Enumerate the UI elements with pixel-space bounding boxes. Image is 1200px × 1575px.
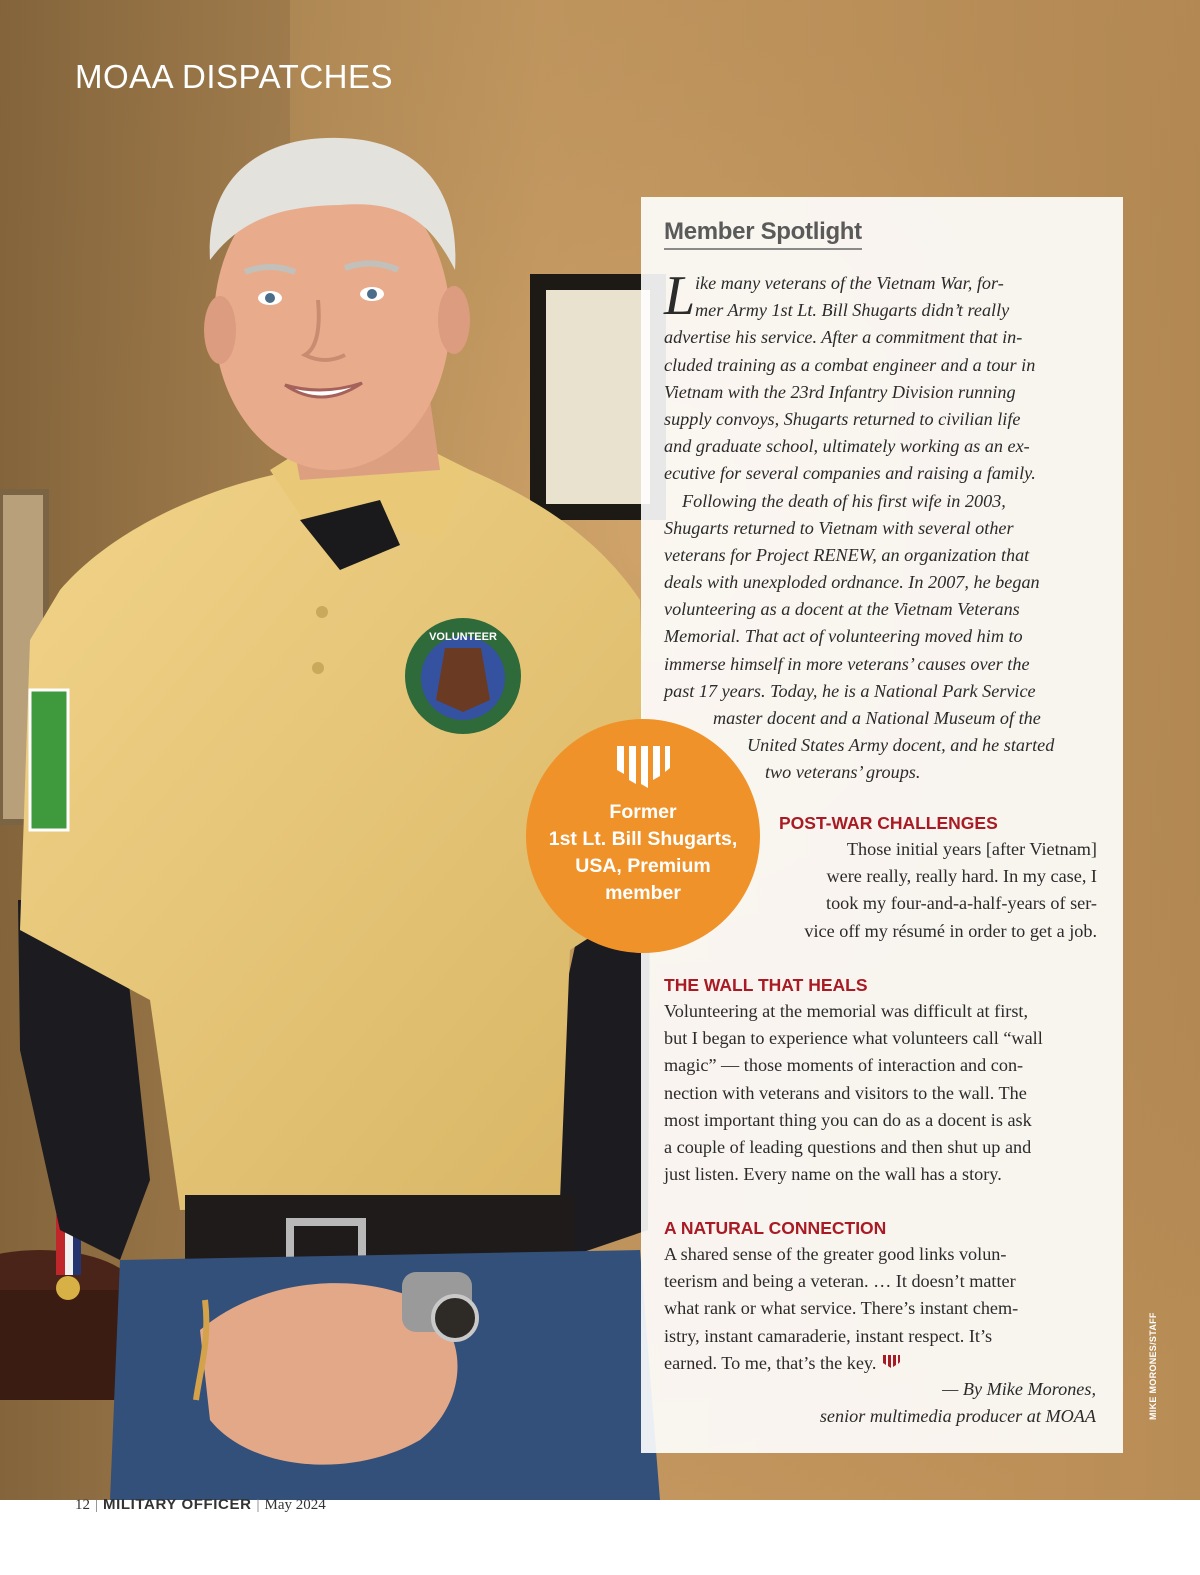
volunteer-patch-icon	[405, 618, 521, 734]
publication-name: MILITARY OFFICER	[103, 1496, 252, 1513]
intro-line: mer Army 1st Lt. Bill Shugarts didn’t really	[695, 300, 1010, 321]
member-badge	[526, 719, 760, 953]
moaa-logo-icon	[615, 744, 671, 790]
byline	[664, 1376, 1096, 1430]
intro-line: two veterans’ groups.	[765, 762, 921, 783]
body-line: just listen. Every name on the wall has a story.	[664, 1164, 1002, 1185]
body-line: were really, really hard. In my case, I	[826, 866, 1097, 887]
intro-line: Following the death of his first wife in 2003,	[682, 490, 1006, 511]
intro-line: master docent and a National Museum of the	[713, 708, 1041, 728]
heading-wall-that-heals: THE WALL THAT HEALS	[664, 975, 868, 995]
badge-line: 1st Lt. Bill Shugarts,	[548, 828, 738, 850]
page-footer	[75, 1496, 326, 1514]
intro-line: Vietnam with the 23rd Infantry Division running	[664, 381, 1016, 402]
intro-line: advertise his service. After a commitment that in-	[664, 327, 1023, 348]
intro-line: and graduate school, ultimately working as an ex-	[664, 436, 1030, 457]
body-line-text: earned. To me, that’s the key.	[664, 1352, 877, 1373]
intro-line: immerse himself in more veterans’ causes over the	[664, 653, 1030, 674]
spotlight-title: Member Spotlight	[664, 218, 862, 250]
byline-line: senior multimedia producer at MOAA	[819, 1406, 1096, 1427]
wall-frame-map	[538, 282, 658, 512]
intro-line: United States Army docent, and he started	[747, 735, 1055, 756]
wall-paragraph	[664, 998, 1104, 1188]
badge-line: USA, Premium	[575, 855, 711, 877]
body-line: teerism and being a veteran. … It doesn’t matter	[664, 1271, 1016, 1292]
body-line: most important thing you can do as a docent is ask	[664, 1109, 1032, 1130]
body-line: Those initial years [after Vietnam]	[846, 839, 1097, 859]
badge-caption	[526, 799, 760, 907]
badge-line: member	[605, 882, 681, 904]
body-line: Volunteering at the memorial was difficult at first,	[664, 1001, 1028, 1021]
intro-line: veterans for Project RENEW, an organization that	[664, 544, 1030, 565]
body-line: a couple of leading questions and then shut up and	[664, 1136, 1032, 1157]
issue-date: May 2024	[264, 1497, 326, 1513]
body-line: vice off my résumé in order to get a job.	[804, 920, 1097, 941]
drop-cap: L	[664, 265, 696, 327]
intro-line: Memorial. That act of volunteering moved him to	[664, 626, 1023, 647]
body-line: istry, instant camaraderie, instant respect. It’s	[664, 1325, 993, 1346]
intro-line: volunteering as a docent at the Vietnam Veterans	[664, 599, 1020, 620]
body-line: but I began to experience what volunteers call “wall	[664, 1028, 1043, 1049]
body-line	[664, 1350, 1104, 1377]
intro-line: supply convoys, Shugarts returned to civilian life	[664, 408, 1021, 429]
intro-line: ike many veterans of the Vietnam War, for-	[695, 273, 1004, 293]
badge-line: Former	[609, 801, 677, 823]
body-line: magic” — those moments of interaction and con-	[664, 1055, 1024, 1076]
heading-natural-connection: A NATURAL CONNECTION	[664, 1218, 887, 1238]
byline-line: — By Mike Morones,	[942, 1379, 1096, 1399]
intro-line: cluded training as a combat engineer and a tour in	[664, 354, 1036, 375]
photo-credit: MIKE MORONES/STAFF	[1148, 1312, 1158, 1420]
section-header: MOAA DISPATCHES	[75, 58, 394, 95]
intro-paragraph	[664, 265, 1104, 787]
intro-line: Shugarts returned to Vietnam with several other	[664, 517, 1014, 538]
svg-text:VOLUNTEER: VOLUNTEER	[429, 631, 497, 643]
intro-line: past 17 years. Today, he is a National Park Service	[664, 680, 1036, 701]
sleeve-patch	[30, 690, 68, 830]
body-line: A shared sense of the greater good links volun-	[664, 1244, 1007, 1264]
heading-post-war-challenges: POST-WAR CHALLENGES	[779, 813, 998, 833]
post-war-paragraph	[745, 836, 1097, 945]
body-line: took my four-and-a-half-years of ser-	[826, 893, 1097, 914]
body-line: what rank or what service. There’s instant chem-	[664, 1298, 1019, 1319]
footer-separator: |	[256, 1497, 260, 1513]
body-line: nection with veterans and visitors to the wall. The	[664, 1082, 1027, 1103]
intro-line: deals with unexploded ordnance. In 2007, he began	[664, 572, 1040, 593]
intro-line: ecutive for several companies and raising a family.	[664, 463, 1036, 484]
moaa-end-mark-icon	[882, 1354, 900, 1370]
connection-paragraph	[664, 1241, 1104, 1377]
footer-separator: |	[95, 1497, 99, 1513]
page-number: 12	[75, 1497, 90, 1513]
